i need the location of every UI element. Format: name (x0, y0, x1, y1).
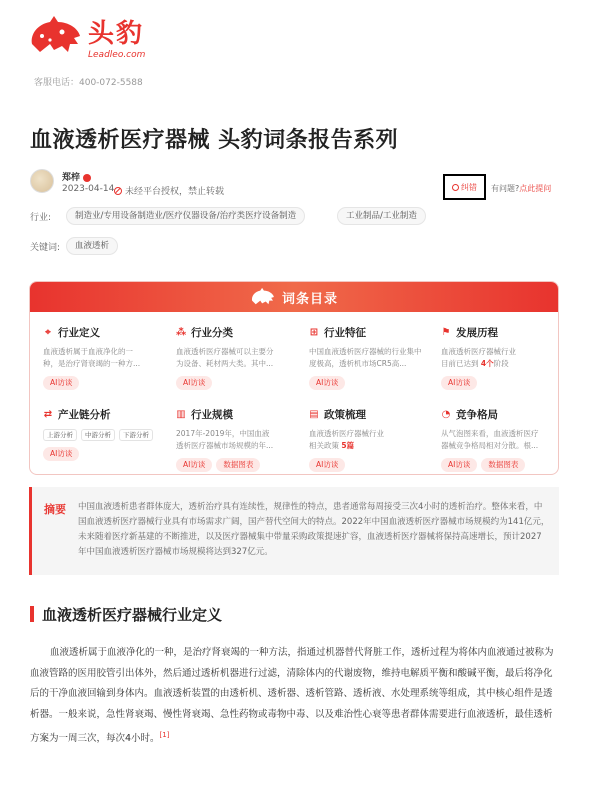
correct-button[interactable] (443, 174, 486, 200)
midstream-tag[interactable]: 中游分析 (81, 429, 115, 441)
ai-interview-pill[interactable]: AI访谈 (43, 447, 79, 461)
directory-item-scale[interactable] (176, 407, 298, 472)
leopard-logo-icon (28, 14, 84, 58)
directory-item-classification[interactable] (176, 325, 298, 390)
item-desc: 血液透析医疗器械行业 目前已达到 4个阶段 (441, 347, 516, 368)
ai-interview-pill[interactable]: AI访谈 (309, 458, 345, 472)
item-title: 行业特征 (324, 327, 366, 339)
directory-item-competition[interactable] (441, 407, 559, 472)
copyright-notice (114, 184, 224, 197)
question-prefix: 有问题? (491, 184, 520, 193)
brand-name: 头豹 (88, 19, 145, 49)
ask-question (491, 183, 551, 194)
downstream-tag[interactable]: 下游分析 (119, 429, 153, 441)
item-title: 发展历程 (456, 327, 498, 339)
author-name[interactable]: 郑梓 (62, 170, 91, 183)
pie-chart-icon: ◔ (441, 408, 451, 420)
item-desc: 血液透析医疗器械行业 相关政策 5篇 (309, 429, 384, 450)
data-chart-pill[interactable]: 数据图表 (481, 458, 525, 472)
keyword-label: 关键词: (30, 243, 61, 253)
chain-tags (43, 422, 165, 441)
ask-question-link[interactable]: 点此提问 (519, 184, 552, 193)
ai-interview-pill[interactable]: AI访谈 (43, 376, 79, 390)
section-body-text: 血液透析属于血液净化的一种，是治疗肾衰竭的一种方法，指通过机器替代肾脏工作，透析过程为将体内血液通过被称为血液管路的医用胶管引出体外，然后通过透析机器进行过滤，清除体内的代谢废物，维持电解质平衡和酸碱平衡，最后将净化后的干净血液回输到身体内。血液透析装置的由透析机、透析器、透析管路、透析液、水处理系统等组成，其中核心组件是透析器。一般来说，急性肾衰竭、慢性肾衰竭、急性药物或毒物中毒、以及难治性心衰等患者群体需要进行血液透析，最佳透析方案为一周三次，每次4小时。 (30, 647, 554, 745)
item-title: 行业规模 (191, 409, 233, 421)
chain-icon: ⇄ (43, 408, 53, 420)
magnifier-icon (452, 184, 459, 191)
classification-icon: ⁂ (176, 326, 187, 338)
item-desc: 2017年-2019年，中国血液 透析医疗器械市场规模的年... (176, 429, 274, 450)
item-title: 行业分类 (191, 327, 233, 339)
item-desc: 血液透析医疗器械可以主要分 为设备、耗材两大类。其中... (176, 347, 274, 368)
item-title: 政策梳理 (324, 409, 366, 421)
policy-icon: ▤ (309, 408, 319, 420)
service-phone: 客服电话：400-072-5588 (34, 78, 143, 88)
item-title: 行业定义 (58, 327, 100, 339)
item-title: 竞争格局 (456, 409, 498, 421)
summary-box (29, 487, 559, 575)
ai-interview-pill[interactable]: AI访谈 (176, 458, 212, 472)
publish-date: 2023-04-14 (62, 184, 115, 194)
leopard-logo-icon (250, 287, 276, 307)
section-title: 血液透析医疗器械行业定义 (42, 606, 223, 624)
directory-item-feature[interactable] (309, 325, 431, 390)
ban-icon (114, 187, 122, 195)
logo[interactable] (28, 14, 145, 60)
item-desc: 从气泡图来看，血液透析医疗 器械竞争格局相对分散。根... (441, 429, 539, 450)
section-marker (30, 606, 34, 622)
feature-icon: ⊞ (309, 326, 319, 338)
item-desc: 中国血液透析医疗器械的行业集中 度极高，透析机市场CR5高... (309, 347, 422, 368)
history-icon: ⚑ (441, 326, 451, 338)
page-title: 血液透析医疗器械 头豹词条报告系列 (30, 128, 399, 153)
ai-interview-pill[interactable]: AI访谈 (441, 458, 477, 472)
industry-tag[interactable]: 工业制品/工业制造 (337, 207, 426, 225)
definition-icon: ⌖ (45, 326, 51, 338)
upstream-tag[interactable]: 上游分析 (43, 429, 77, 441)
directory-title: 词条目录 (281, 291, 338, 307)
directory-header (30, 282, 558, 312)
brand-domain: Leadleo.com (88, 50, 146, 60)
section-body (30, 643, 560, 750)
industry-tag[interactable]: 制造业/专用设备制造业/医疗仪器设备/治疗类医疗设备制造 (66, 207, 305, 225)
data-chart-pill[interactable]: 数据图表 (216, 458, 260, 472)
summary-text: 中国血液透析患者群体庞大，透析治疗具有连续性，规律性的特点，患者通常每周接受三次4小时的透析治疗。整体来看，中国血液透析医疗器械行业具有市场需求广阔，国产替代空间大的特点。2022年中国血液透析医疗器械市场规模约为141亿元，未来随着医疗新基建的不断推进，以及医疗器械集中带量采购政策提速扩容，血液透析医疗器械将保持高速增长，预计2027年中国血液透析医疗器械市场规模将达到327亿元。 (78, 502, 550, 557)
item-desc: 血液透析属于血液净化的一 种，是治疗肾衰竭的一种方... (43, 347, 141, 368)
bar-chart-icon: ▥ (176, 408, 186, 420)
directory-item-definition[interactable] (43, 325, 165, 390)
directory-item-policy[interactable] (309, 407, 431, 472)
reference-link[interactable]: [1] (159, 731, 170, 739)
ai-interview-pill[interactable]: AI访谈 (441, 376, 477, 390)
summary-label: 摘要 (44, 503, 66, 516)
keyword-tag[interactable]: 血液透析 (66, 237, 118, 255)
directory-item-chain[interactable] (43, 407, 165, 461)
verified-badge-icon (83, 174, 91, 182)
industry-label: 行业: (30, 213, 52, 223)
item-title: 产业链分析 (58, 409, 111, 421)
copyright-text: 未经平台授权，禁止转载 (125, 187, 225, 197)
directory-card (29, 281, 559, 475)
ai-interview-pill[interactable]: AI访谈 (309, 376, 345, 390)
correct-label: 纠错 (461, 182, 477, 192)
directory-item-history[interactable] (441, 325, 559, 390)
avatar[interactable] (30, 169, 54, 193)
ai-interview-pill[interactable]: AI访谈 (176, 376, 212, 390)
